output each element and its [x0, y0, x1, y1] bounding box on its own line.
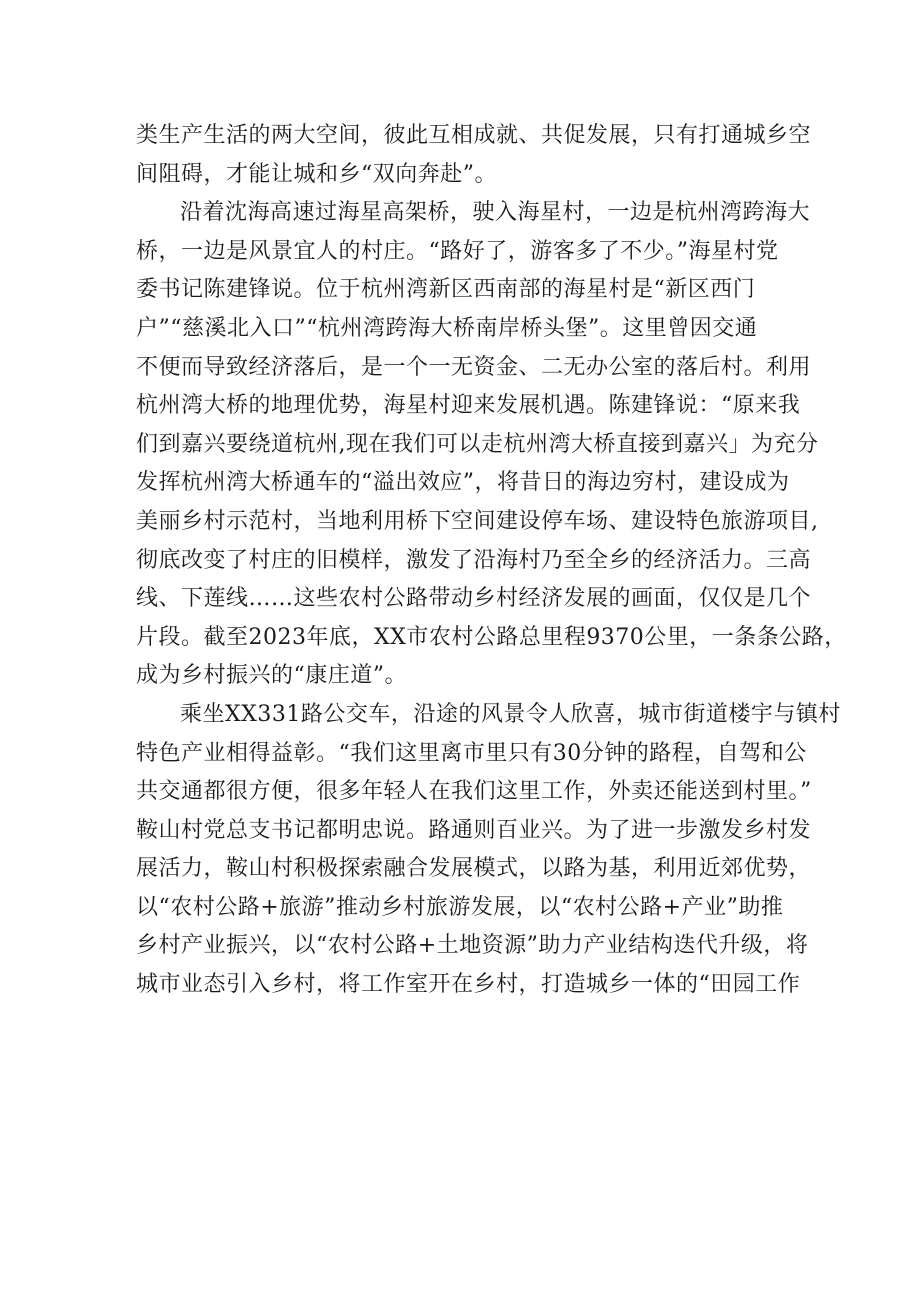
- text-line: 类生产生活的两大空间，彼此互相成就、共促发展，只有打通城乡空: [136, 123, 812, 148]
- text-line: 桥，一边是风景宜人的村庄。“路好了，游客多了不少。”海星村党: [136, 238, 779, 264]
- text-line: 发挥杭州湾大桥通车的“溢出效应”，将昔日的海边穷村，建设成为: [136, 470, 790, 496]
- text-line: 片段。截至2023年底，XX市农村公路总里程9370公里，一条条公路，: [136, 624, 847, 650]
- text-line: 沿着沈海高速过海星高架桥，驶入海星村，一边是杭州湾跨海大: [180, 200, 811, 226]
- text-line: 户”“慈溪北入口”“杭州湾跨海大桥南岸桥头堡”。这里曾因交通: [136, 315, 758, 341]
- text-line: 展活力，鞍山村积极探索融合发展模式，以路为基，利用近郊优势，: [136, 856, 812, 882]
- text-line: 成为乡村振兴的“康庄道”。: [136, 663, 407, 689]
- text-line: 彻底改变了村庄的旧模样，激发了沿海村乃至全乡的经济活力。三高: [136, 547, 812, 573]
- text-line: 城市业态引入乡村，将工作室开在乡村，打造城乡一体的“田园工作: [136, 972, 801, 998]
- text-line: 特色产业相得益彰。“我们这里离市里只有30分钟的路程，自驾和公: [136, 740, 807, 766]
- text-line: 以“农村公路+旅游”推动乡村旅游发展，以“农村公路+产业”助推: [136, 894, 784, 920]
- text-line: 乡村产业振兴，以“农村公路+土地资源”助力产业结构迭代升级，将: [136, 933, 809, 959]
- paragraph-2: [136, 194, 847, 696]
- text-line: 乘坐XX331路公交车，沿途的风景令人欣喜，城市街道楼宇与镇村: [180, 701, 841, 727]
- paragraph-1: [136, 117, 812, 194]
- text-line: 委书记陈建锋说。位于杭州湾新区西南部的海星村是“新区西门: [136, 277, 756, 303]
- text-line: 不便而导致经济落后，是一个一无资金、二无办公室的落后村。利用: [136, 354, 812, 380]
- text-line: 间阻碍，才能让城和乡“双向奔赴”。: [136, 161, 497, 187]
- body-text: [136, 117, 847, 1005]
- text-line: 线、下莲线……这些农村公路带动乡村经济发展的画面，仅仅是几个: [136, 586, 812, 612]
- paragraph-3: [136, 696, 841, 1005]
- text-line: 共交通都很方便，很多年轻人在我们这里工作，外卖还能送到村里。”: [136, 779, 812, 805]
- text-line: 杭州湾大桥的地理优势，海星村迎来发展机遇。陈建锋说：“原来我: [136, 393, 801, 419]
- text-line: 鞍山村党总支书记都明忠说。路通则百业兴。为了进一步激发乡村发: [136, 817, 812, 843]
- text-line: 们到嘉兴要绕道杭州,现在我们可以走杭州湾大桥直接到嘉兴」为充分: [136, 431, 819, 457]
- text-line: 美丽乡村示范村，当地利用桥下空间建设停车场、建设特色旅游项目,: [136, 508, 819, 534]
